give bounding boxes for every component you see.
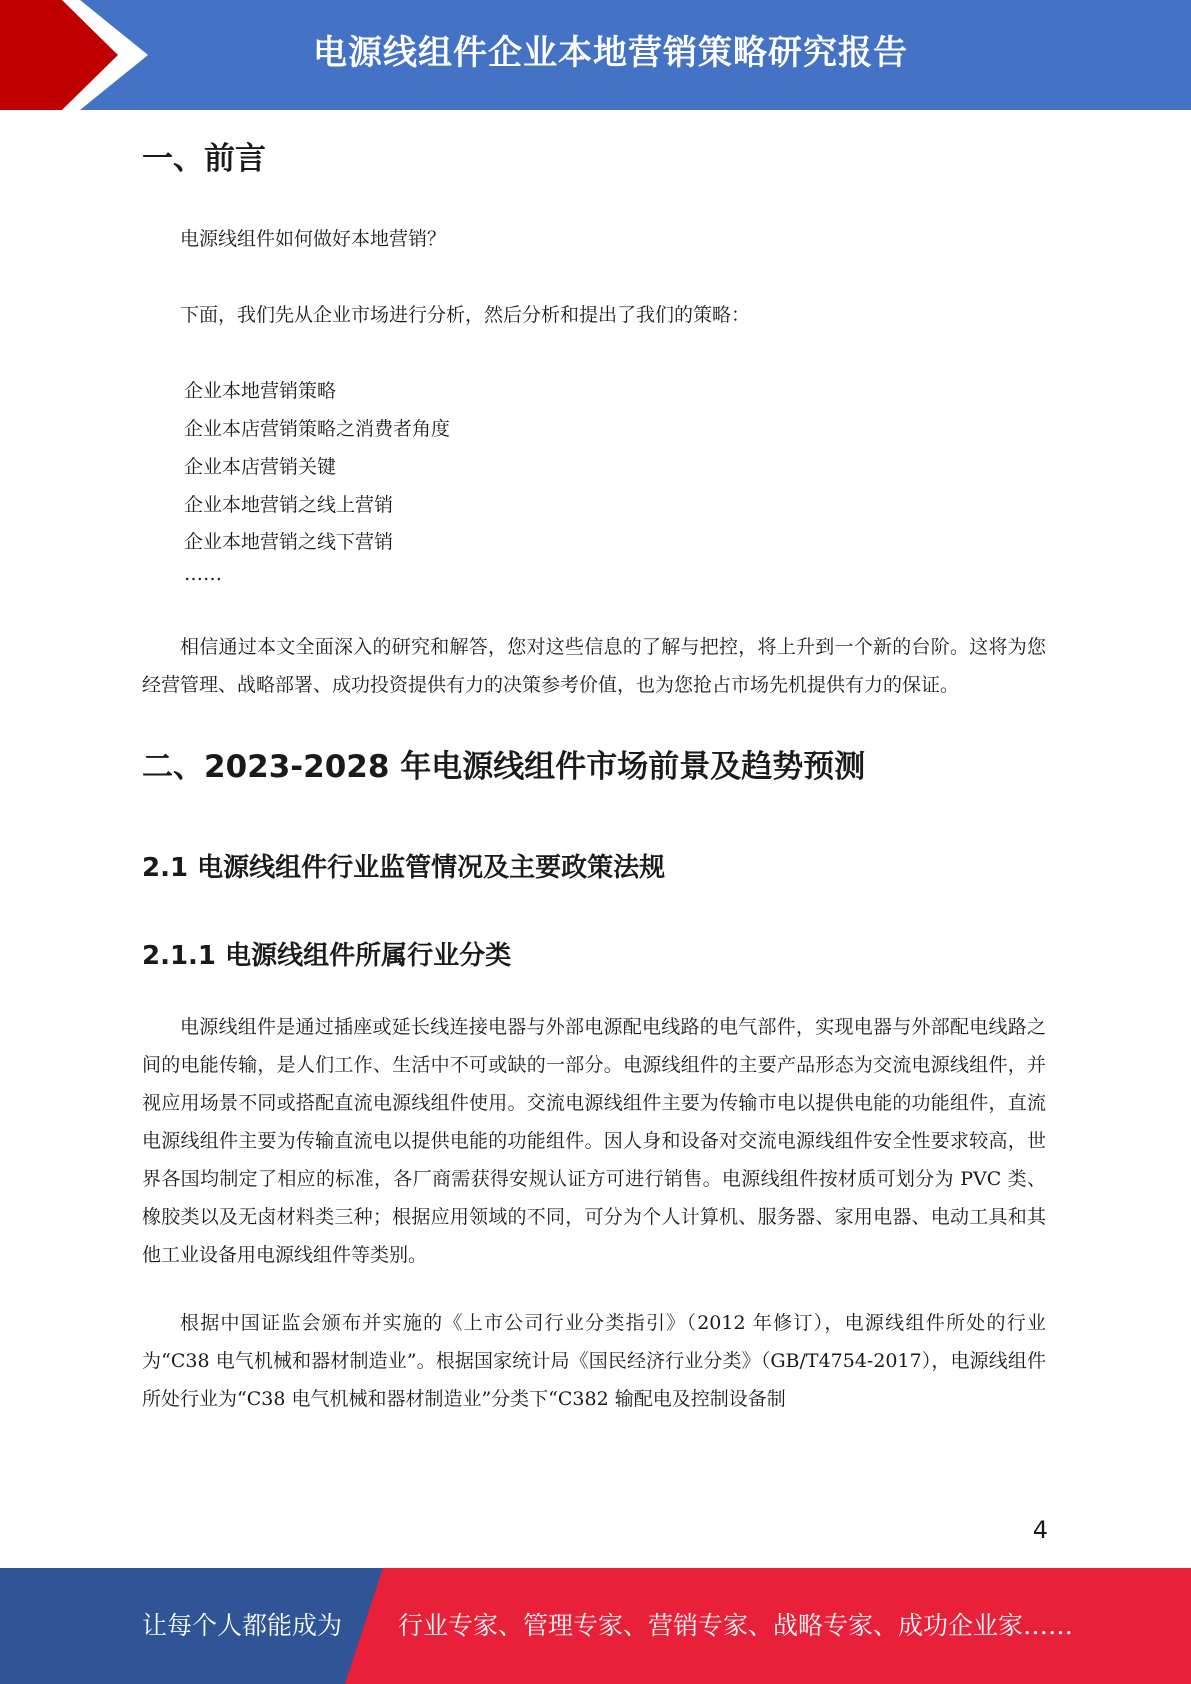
list-item: 企业本地营销策略 — [184, 380, 337, 402]
section-heading-forecast: 二、2023-2028 年电源线组件市场前景及趋势预测 — [142, 749, 866, 785]
page-content — [142, 128, 1046, 1418]
subsection-heading-classification: 2.1.1 电源线组件所属行业分类 — [142, 941, 512, 971]
list-item: 企业本地营销之线上营销 — [184, 494, 394, 516]
footer-slogan-right: 行业专家、管理专家、营销专家、战略专家、成功企业家…… — [398, 1611, 1074, 1640]
section-heading-preface: 一、前言 — [142, 141, 266, 177]
classification-paragraph-2: 根据中国证监会颁布并实施的《上市公司行业分类指引》（2012 年修订），电源线组件所处的行业为“C38 电气机械和器材制造业”。根据国家统计局《国民经济行业分类》（GB/T4754-2017），电源线组件所处行业为“C38 电气机械和器材制造业”分类下“C382 输配电及控制设备制 — [142, 1312, 1046, 1410]
preface-conclusion: 相信通过本文全面深入的研究和解答，您对这些信息的了解与把控，将上升到一个新的台阶。这将为您经营管理、战略部署、成功投资提供有力的决策参考价值，也为您抢占市场先机提供有力的保证。 — [142, 636, 1046, 696]
list-item: 企业本地营销之线下营销 — [184, 531, 394, 553]
preface-question: 电源线组件如何做好本地营销？ — [180, 228, 447, 250]
header-arrow-decoration — [0, 0, 160, 110]
page-header — [0, 0, 1191, 110]
list-item-ellipsis: …… — [184, 563, 222, 585]
footer-slogan-left: 让每个人都能成为 — [142, 1611, 343, 1640]
list-item: 企业本店营销策略之消费者角度 — [184, 418, 451, 440]
preface-intro: 下面，我们先从企业市场进行分析，然后分析和提出了我们的策略： — [180, 304, 751, 326]
report-title: 电源线组件企业本地营销策略研究报告 — [313, 33, 908, 73]
page-footer — [0, 1568, 1191, 1684]
list-item: 企业本店营销关键 — [184, 456, 337, 478]
page-number: 4 — [1032, 1516, 1048, 1544]
strategy-list — [142, 372, 1046, 588]
classification-paragraph-1: 电源线组件是通过插座或延长线连接电器与外部电源配电线路的电气部件，实现电器与外部配电线路之间的电能传输，是人们工作、生活中不可或缺的一部分。电源线组件的主要产品形态为交流电源线组件，并视应用场景不同或搭配直流电源线组件使用。交流电源线组件主要为传输市电以提供电能的功能组件，直流电源线组件主要为传输直流电以提供电能的功能组件。因人身和设备对交流电源线组件安全性要求较高，世界各国均制定了相应的标准，各厂商需获得安规认证方可进行销售。电源线组件按材质可划分为 PVC 类、橡胶类以及无卤材料类三种；根据应用领域的不同，可分为个人计算机、服务器、家用电器、电动工具和其他工业设备用电源线组件等类别。 — [142, 1016, 1046, 1266]
subsection-heading-regulation: 2.1 电源线组件行业监管情况及主要政策法规 — [142, 853, 666, 883]
